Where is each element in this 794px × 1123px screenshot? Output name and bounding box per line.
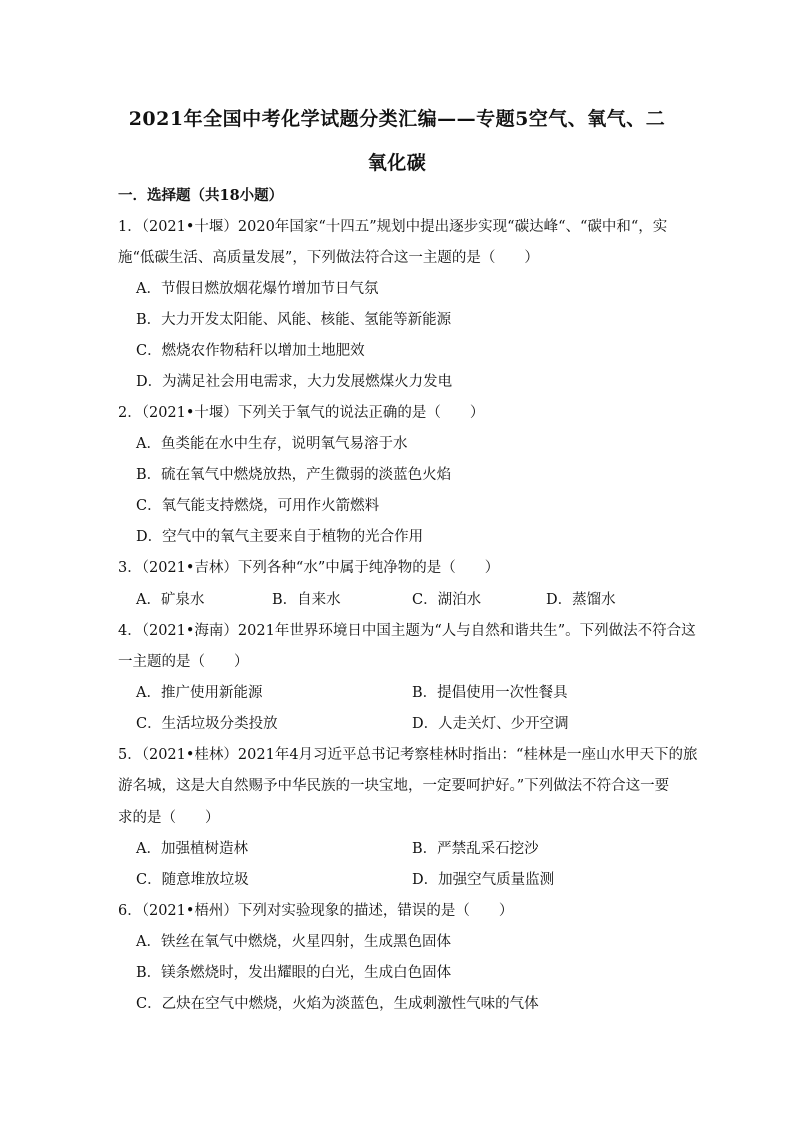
question-5-line3: 求的是（ ） [118,810,220,826]
question-4-line2: 一主题的是（ ） [118,654,249,670]
question-6-line1: 6．（2021•梧州）下列对实验现象的描述，错误的是（ ） [118,903,514,919]
question-4-option-d: D．人走关灯、少开空调 [412,716,569,732]
question-3-line1: 3．（2021•吉林）下列各种“水”中属于纯净物的是（ ） [118,560,500,576]
question-6-option-c: C．乙炔在空气中燃烧，火焰为淡蓝色，生成刺激性气味的气体 [136,996,539,1012]
question-3-option-c: C．湖泊水 [412,592,482,608]
question-4-option-b: B．提倡使用一次性餐具 [412,685,568,701]
question-2-line1: 2．（2021•十堰）下列关于氧气的说法正确的是（ ） [118,405,485,421]
question-6-option-b: B．镁条燃烧时，发出耀眼的白光，生成白色固体 [136,965,452,981]
question-1-line2: 施“低碳生活、高质量发展”，下列做法符合这一主题的是（ ） [118,250,539,266]
document-title-line2: 氧化碳 [367,152,427,174]
question-5-option-b: B．严禁乱采石挖沙 [412,841,539,857]
question-3-option-b: B．自来水 [272,592,341,608]
question-2-option-d: D．空气中的氧气主要来自于植物的光合作用 [136,529,424,545]
question-5-line1: 5．（2021•桂林）2021年4月习近平总书记考察桂林时指出：“桂林是一座山水甲天下的旅 [118,747,698,763]
question-4-line1: 4．（2021•海南）2021年世界环境日中国主题为“人与自然和谐共生”。下列做法不符合这 [118,623,696,639]
question-3-option-a: A．矿泉水 [136,592,205,608]
question-4-option-a: A．推广使用新能源 [136,685,263,701]
question-4-option-c: C．生活垃圾分类投放 [136,716,278,732]
question-5-option-d: D．加强空气质量监测 [412,872,555,888]
question-6-option-a: A．铁丝在氧气中燃烧，火星四射，生成黑色固体 [136,934,451,950]
question-1-option-b: B．大力开发太阳能、风能、核能、氢能等新能源 [136,312,452,328]
question-5-line2: 游名城，这是大自然赐予中华民族的一块宝地，一定要呵护好。”下列做法不符合这一要 [118,778,670,794]
question-1-option-c: C．燃烧农作物秸秆以增加土地肥效 [136,343,365,359]
question-1-option-a: A．节假日燃放烟花爆竹增加节日气氛 [136,281,379,297]
question-2-option-a: A．鱼类能在水中生存，说明氧气易溶于水 [136,436,408,452]
question-2-option-b: B．硫在氧气中燃烧放热，产生微弱的淡蓝色火焰 [136,467,452,483]
question-1-line1: 1．（2021•十堰）2020年国家“十四五”规划中提出逐步实现“碳达峰“、“碳中和“，实 [118,219,668,235]
question-1-option-d: D．为满足社会用电需求，大力发展燃煤火力发电 [136,374,453,390]
section-heading: 一．选择题（共18小题） [118,187,284,204]
question-5-option-c: C．随意堆放垃圾 [136,872,249,888]
document-title-line1: 2021年全国中考化学试题分类汇编——专题5空气、氧气、二 [128,108,666,130]
question-2-option-c: C．氧气能支持燃烧，可用作火箭燃料 [136,498,380,514]
question-3-option-d: D．蒸馏水 [546,592,616,608]
question-5-option-a: A．加强植树造林 [136,841,248,857]
